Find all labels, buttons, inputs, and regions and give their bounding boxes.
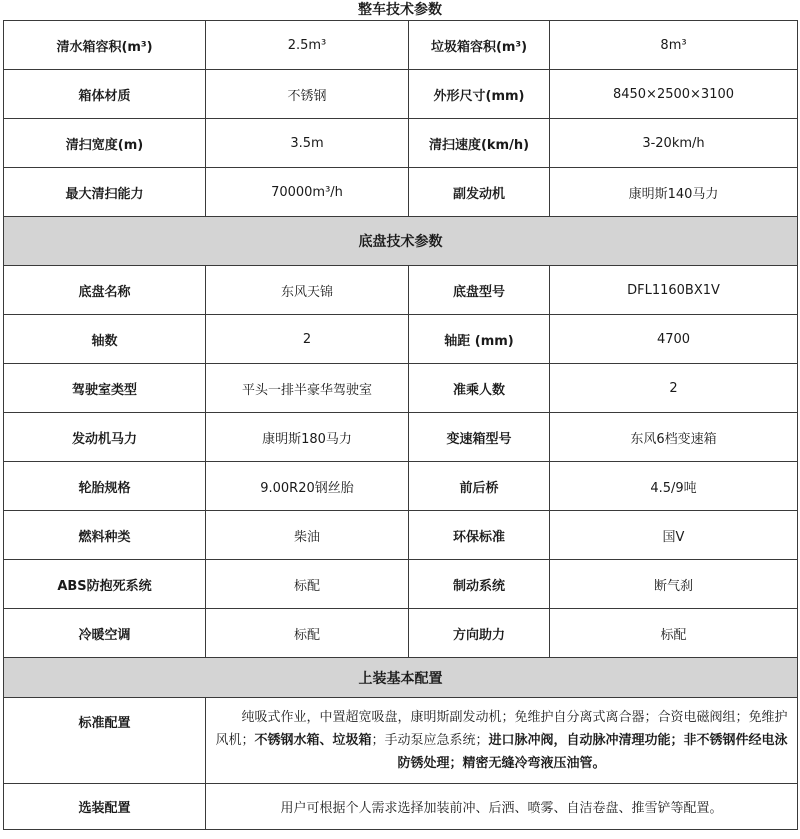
wheelbase-value: 4700 [550, 315, 798, 364]
sweep-speed-value: 3-20km/h [550, 119, 798, 168]
max-capacity-value: 70000m³/h [206, 168, 409, 217]
chassis-name-value: 东风天锦 [206, 266, 409, 315]
table-row [4, 609, 798, 658]
tire-value: 9.00R20钢丝胎 [206, 462, 409, 511]
standard-bold-2: 进口脉冲阀，自动脉冲清理功能；非不锈钢件经电泳防锈处理；精密无缝冷弯液压油管。 [397, 733, 788, 771]
clean-water-label: 清水箱容积(m³) [4, 21, 206, 70]
steering-label: 方向助力 [409, 609, 550, 658]
sweep-speed-label: 清扫速度(km/h) [409, 119, 550, 168]
tire-label: 轮胎规格 [4, 462, 206, 511]
abs-label: ABS防抱死系统 [4, 560, 206, 609]
ac-label: 冷暖空调 [4, 609, 206, 658]
max-capacity-label: 最大清扫能力 [4, 168, 206, 217]
steering-value: 标配 [550, 609, 798, 658]
standard-text-1: 纯吸式作业，中置超宽吸盘，康明斯副发动机；免维护自分离式离合器；合资电磁阀组；免维护风机； [215, 710, 788, 748]
gearbox-value: 东风6档变速箱 [550, 413, 798, 462]
table-row [4, 560, 798, 609]
spec-table [3, 20, 798, 830]
aux-engine-label: 副发动机 [409, 168, 550, 217]
emission-label: 环保标准 [409, 511, 550, 560]
table-row [4, 511, 798, 560]
table-row [4, 21, 798, 70]
table-row [4, 462, 798, 511]
clean-water-value: 2.5m³ [206, 21, 409, 70]
standard-bold-1: 不锈钢水箱、垃圾箱 [254, 733, 372, 748]
page-title: 整车技术参数 [358, 2, 442, 18]
axle-value: 4.5/9吨 [550, 462, 798, 511]
emission-value: 国V [550, 511, 798, 560]
tank-material-label: 箱体材质 [4, 70, 206, 119]
engine-value: 康明斯180马力 [206, 413, 409, 462]
axles-value: 2 [206, 315, 409, 364]
chassis-header: 底盘技术参数 [4, 217, 798, 266]
table-row [4, 698, 798, 784]
chassis-model-value: DFL1160BX1V [550, 266, 798, 315]
table-row [4, 784, 798, 830]
aux-engine-value: 康明斯140马力 [550, 168, 798, 217]
table-row [4, 413, 798, 462]
cab-label: 驾驶室类型 [4, 364, 206, 413]
standard-config-value [206, 698, 798, 784]
section-header [4, 658, 798, 698]
cab-value: 平头一排半豪华驾驶室 [206, 364, 409, 413]
chassis-model-label: 底盘型号 [409, 266, 550, 315]
table-row [4, 315, 798, 364]
optional-config-label: 选装配置 [4, 784, 206, 830]
table-row [4, 364, 798, 413]
brake-value: 断气刹 [550, 560, 798, 609]
passengers-value: 2 [550, 364, 798, 413]
fuel-value: 柴油 [206, 511, 409, 560]
engine-label: 发动机马力 [4, 413, 206, 462]
tank-material-value: 不锈钢 [206, 70, 409, 119]
gearbox-label: 变速箱型号 [409, 413, 550, 462]
chassis-name-label: 底盘名称 [4, 266, 206, 315]
abs-value: 标配 [206, 560, 409, 609]
section-header [4, 217, 798, 266]
optional-config-value: 用户可根据个人需求选择加装前冲、后洒、喷雾、自洁卷盘、推雪铲等配置。 [206, 784, 798, 830]
dimensions-label: 外形尺寸(mm) [409, 70, 550, 119]
table-row [4, 70, 798, 119]
wheelbase-label: 轴距 (mm) [409, 315, 550, 364]
table-row [4, 119, 798, 168]
table-row [4, 168, 798, 217]
passengers-label: 准乘人数 [409, 364, 550, 413]
brake-label: 制动系统 [409, 560, 550, 609]
standard-text-2: ；手动泵应急系统； [371, 733, 489, 748]
dimensions-value: 8450×2500×3100 [550, 70, 798, 119]
upper-header: 上装基本配置 [4, 658, 798, 698]
fuel-label: 燃料种类 [4, 511, 206, 560]
axle-label: 前后桥 [409, 462, 550, 511]
table-row [4, 266, 798, 315]
sweep-width-value: 3.5m [206, 119, 409, 168]
garbage-label: 垃圾箱容积(m³) [409, 21, 550, 70]
ac-value: 标配 [206, 609, 409, 658]
axles-label: 轴数 [4, 315, 206, 364]
sweep-width-label: 清扫宽度(m) [4, 119, 206, 168]
standard-config-label: 标准配置 [4, 698, 206, 784]
garbage-value: 8m³ [550, 21, 798, 70]
